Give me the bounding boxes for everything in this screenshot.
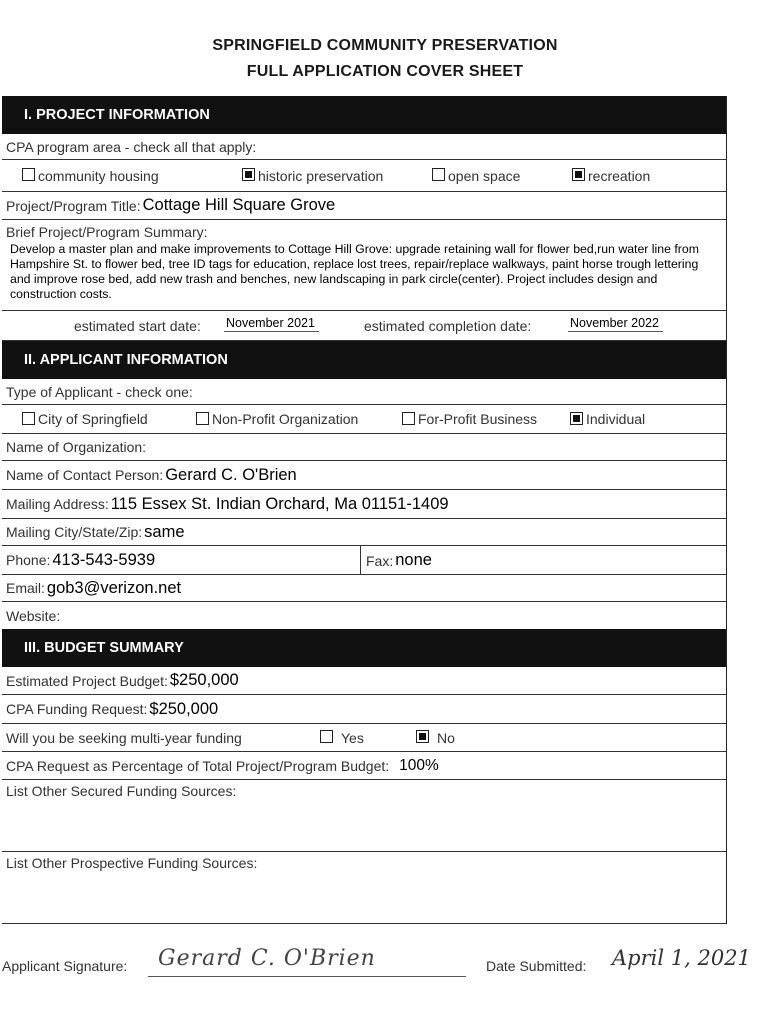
checkbox-yes[interactable] <box>320 730 364 746</box>
checkbox-individual[interactable] <box>570 411 645 427</box>
mailing-city-value[interactable]: same <box>144 522 185 541</box>
checkbox-box-checked[interactable] <box>242 168 255 181</box>
website-label: Website: <box>6 607 61 624</box>
checkbox-historic-preservation[interactable] <box>242 168 383 184</box>
estimated-budget-label: Estimated Project Budget: <box>6 672 168 689</box>
checkbox-box-checked[interactable] <box>570 412 583 425</box>
checkbox-for-profit-business[interactable] <box>402 411 537 427</box>
checkbox-label: community housing <box>38 167 159 184</box>
completion-date-value[interactable]: November 2022 <box>568 316 663 332</box>
checkbox-box[interactable] <box>22 412 35 425</box>
phone-label: Phone: <box>6 552 51 568</box>
checkbox-open-space[interactable] <box>432 168 520 184</box>
checkbox-label: Individual <box>586 411 646 427</box>
contact-person-row <box>2 461 726 490</box>
checkbox-label: Non-Profit Organization <box>212 411 359 427</box>
section-applicant-information: II. APPLICANT INFORMATION <box>2 341 726 379</box>
website-row <box>2 602 726 629</box>
contact-person-label: Name of Contact Person: <box>6 467 164 483</box>
checkbox-label: historic preservation <box>258 167 384 184</box>
form-title-line1: SPRINGFIELD COMMUNITY PRESERVATION <box>212 37 558 54</box>
percentage-row <box>2 752 726 780</box>
estimated-budget-row <box>2 667 726 695</box>
mailing-address-label: Mailing Address: <box>6 496 109 512</box>
funding-request-row <box>2 695 726 724</box>
signature-line[interactable] <box>148 946 466 977</box>
checkbox-community-housing[interactable] <box>22 168 159 184</box>
checkbox-box[interactable] <box>402 412 415 425</box>
checkbox-label: City of Springfield <box>38 411 148 427</box>
checkbox-box[interactable] <box>320 730 333 743</box>
applicant-type-label: Type of Applicant - check one: <box>6 383 193 400</box>
organization-name-label: Name of Organization: <box>6 439 147 455</box>
percentage-value[interactable]: 100% <box>399 756 439 774</box>
funding-request-value[interactable]: $250,000 <box>149 699 219 718</box>
checkbox-label: For-Profit Business <box>418 411 538 427</box>
phone-fax-row <box>2 546 726 575</box>
checkbox-box-checked[interactable] <box>416 730 429 743</box>
fax-field <box>366 551 432 570</box>
section-project-information: I. PROJECT INFORMATION <box>2 96 726 134</box>
secured-funding-label[interactable]: List Other Secured Funding Sources: <box>6 783 237 799</box>
project-summary-label: Brief Project/Program Summary: <box>6 224 208 240</box>
checkbox-box[interactable] <box>432 168 445 181</box>
checkbox-label: Yes <box>341 729 364 746</box>
project-title-row <box>2 192 726 220</box>
phone-fax-divider <box>360 546 361 574</box>
organization-name-row <box>2 434 726 461</box>
checkbox-box[interactable] <box>196 412 209 425</box>
fax-value[interactable]: none <box>395 551 432 569</box>
start-date-label: estimated start date: <box>74 317 201 334</box>
applicant-type-row <box>2 379 726 405</box>
project-title-value[interactable]: Cottage Hill Square Grove <box>142 196 336 214</box>
completion-date-label: estimated completion date: <box>364 317 532 334</box>
applicant-type-checkboxes <box>2 405 726 434</box>
estimated-budget-value[interactable]: $250,000 <box>169 671 239 689</box>
checkbox-label: open space <box>448 167 521 184</box>
signature-label: Applicant Signature: <box>2 958 128 974</box>
fax-label: Fax: <box>366 552 394 569</box>
project-summary-row <box>2 220 726 311</box>
program-area-checkboxes <box>2 160 726 192</box>
project-title-label: Project/Program Title: <box>6 197 141 214</box>
email-row <box>2 575 726 602</box>
phone-value[interactable]: 413-543-5939 <box>52 550 156 569</box>
checkbox-city-of-springfield[interactable] <box>22 411 148 427</box>
mailing-city-row <box>2 519 726 546</box>
checkbox-recreation[interactable] <box>572 168 650 184</box>
mailing-address-row <box>2 490 726 519</box>
program-area-row <box>2 134 726 160</box>
multi-year-label: Will you be seeking multi-year funding <box>6 729 242 746</box>
application-form <box>2 96 727 924</box>
checkbox-box[interactable] <box>22 168 35 181</box>
checkbox-label: No <box>437 729 455 746</box>
checkbox-box-checked[interactable] <box>572 168 585 181</box>
handwritten-signature: Gerard C. O'Brien <box>158 946 376 971</box>
mailing-address-value[interactable]: 115 Essex St. Indian Orchard, Ma 01151-1409 <box>110 494 449 513</box>
checkbox-non-profit-organization[interactable] <box>196 411 358 427</box>
prospective-funding-row <box>2 852 726 924</box>
percentage-label: CPA Request as Percentage of Total Project/Program Budget: <box>6 757 390 774</box>
contact-person-value[interactable]: Gerard C. O'Brien <box>165 465 297 484</box>
mailing-city-label: Mailing City/State/Zip: <box>6 524 143 540</box>
project-dates-row <box>2 311 726 341</box>
multi-year-row <box>2 724 726 752</box>
funding-request-label: CPA Funding Request: <box>6 701 148 717</box>
section-budget-summary: III. BUDGET SUMMARY <box>2 629 726 667</box>
checkbox-label: recreation <box>588 167 651 184</box>
project-summary-value[interactable]: Develop a master plan and make improvements to Cottage Hill Grove: upgrade retaining wall for flower bed,run water line from Hampshire St. to flower bed, tree ID tags for education, replace lost trees, repair/replace walkways, paint horse trough lettering and improve rose bed, add new trash and benches, new landscaping in park circle(center). Project includes design and construction costs. <box>10 242 699 301</box>
email-value[interactable]: gob3@verizon.net <box>46 578 182 597</box>
secured-funding-row <box>2 780 726 852</box>
signature-row <box>2 946 762 986</box>
date-submitted-value[interactable]: April 1, 2021 <box>612 946 751 970</box>
form-title-line2: FULL APPLICATION COVER SHEET <box>246 63 524 80</box>
start-date-value[interactable]: November 2021 <box>224 316 319 332</box>
checkbox-no[interactable] <box>416 730 455 746</box>
prospective-funding-label[interactable]: List Other Prospective Funding Sources: <box>6 855 258 871</box>
email-label: Email: <box>6 580 45 596</box>
date-submitted-label: Date Submitted: <box>486 958 587 974</box>
program-area-label: CPA program area - check all that apply: <box>6 138 257 155</box>
